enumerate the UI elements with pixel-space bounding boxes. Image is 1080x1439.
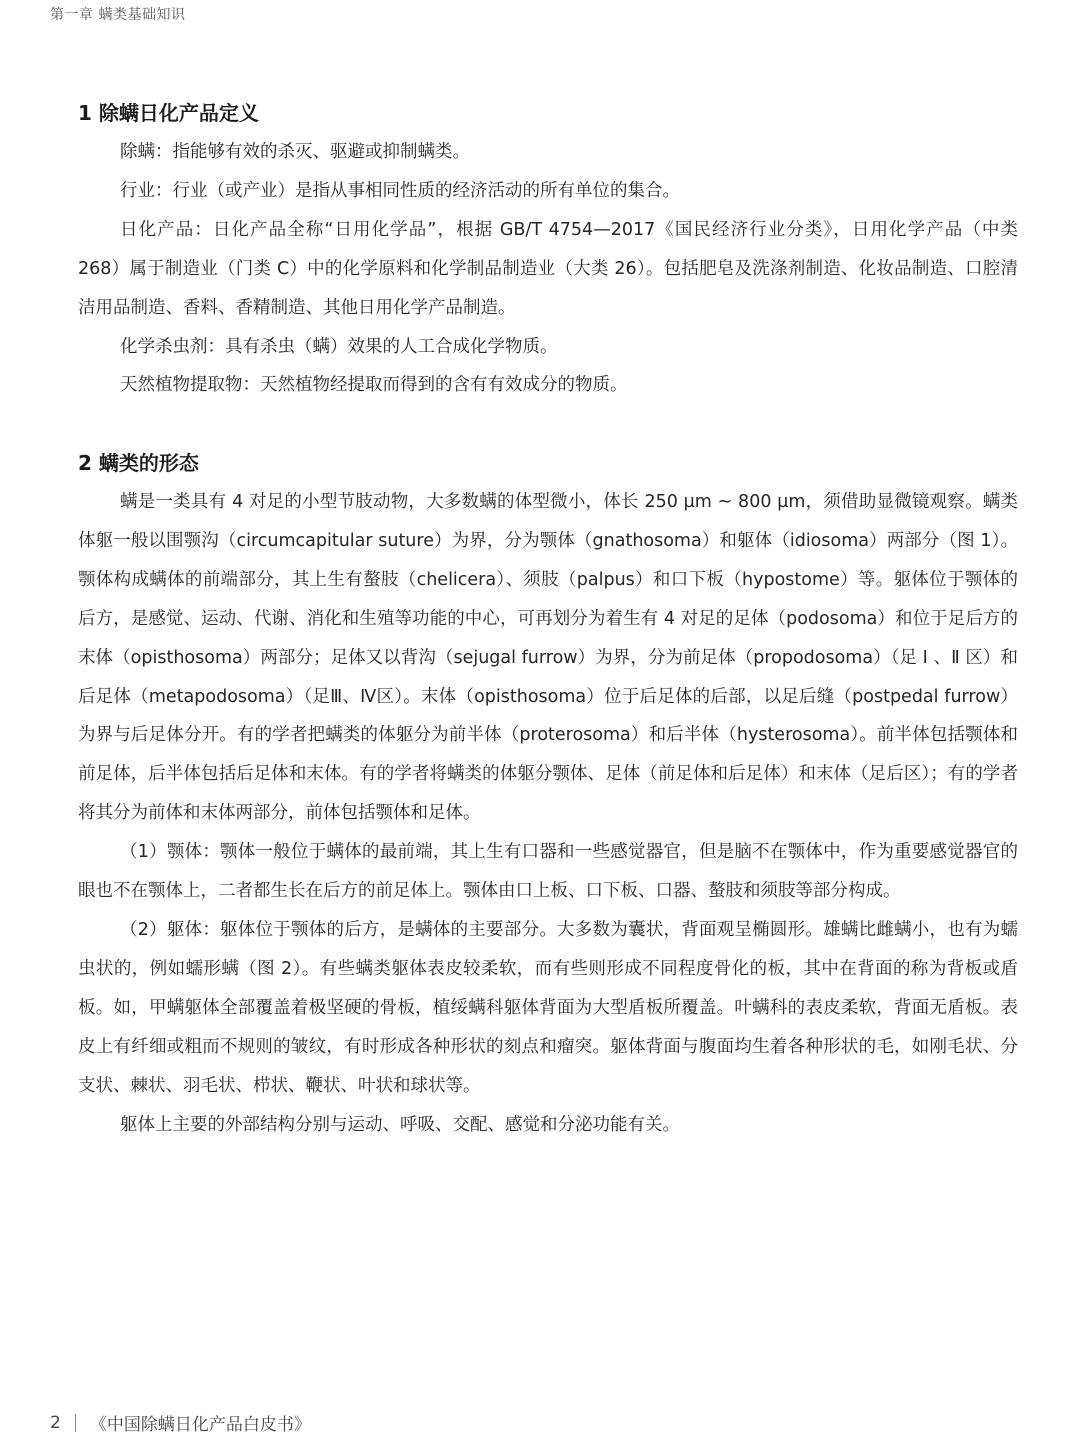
page-number: 2 xyxy=(50,1412,61,1433)
page-footer xyxy=(50,1410,311,1435)
paragraph: 行业：行业（或产业）是指从事相同性质的经济活动的所有单位的集合。 xyxy=(120,180,680,201)
paragraph: 除螨：指能够有效的杀灭、驱避或抑制螨类。 xyxy=(120,142,470,162)
section-title: 1 除螨日化产品定义 xyxy=(78,101,259,125)
section-title: 2 螨类的形态 xyxy=(78,451,199,475)
paragraph: （2）躯体：躯体位于颚体的后方，是螨体的主要部分。大多数为囊状，背面观呈椭圆形。雄螨比雌螨小，也有为蠕虫状的，例如蠕形螨（图 2）。有些螨类躯体表皮较柔软，而有些则形成不同程度骨化的板，其中在背面的称为背板或盾板。如，甲螨躯体全部覆盖着极坚硬的骨板，植绥螨科躯体背面为大型盾板所覆盖。叶螨科的表皮柔软，背面无盾板。表皮上有纤细或粗而不规则的皱纹，有时形成各种形状的刻点和瘤突。躯体背面与腹面均生着各种形状的毛，如刚毛状、分支状、棘状、羽毛状、栉状、鞭状、叶状和球状等。 xyxy=(78,919,1018,1096)
paragraph: 躯体上主要的外部结构分别与运动、呼吸、交配、感觉和分泌功能有关。 xyxy=(120,1114,680,1135)
paragraph: 化学杀虫剂：具有杀虫（螨）效果的人工合成化学物质。 xyxy=(120,336,558,357)
book-title: 《中国除螨日化产品白皮书》 xyxy=(89,1415,311,1435)
section-morphology xyxy=(78,447,1018,1144)
section-definitions xyxy=(78,97,1018,405)
paragraph: 日化产品：日化产品全称“日用化学品”，根据 GB/T 4754—2017《国民经济行业分类》，日用化学产品（中类 268）属于制造业（门类 C）中的化学原料和化学制品制造业（大类 26）。包括肥皂及洗涤剂制造、化妆品制造、口腔清洁用品制造、香料、香精制造、其他日用化学产品制造。 xyxy=(78,219,1018,318)
footer-divider xyxy=(75,1414,76,1432)
paragraph: （1）颚体：颚体一般位于螨体的最前端，其上生有口器和一些感觉器官，但是脑不在颚体中，作为重要感觉器官的眼也不在颚体上，二者都生长在后方的前足体上。颚体由口上板、口下板、口器、螯肢和须肢等部分构成。 xyxy=(78,842,1018,902)
paragraph: 螨是一类具有 4 对足的小型节肢动物，大多数螨的体型微小，体长 250 µm ~ 800 µm，须借助显微镜观察。螨类体躯一般以围颚沟（circumcapitular suture）为界，分为颚体（gnathosoma）和躯体（idiosoma）两部分（图 1）。颚体构成螨体的前端部分，其上生有螯肢（chelicera）、须肢（palpus）和口下板（hypostome）等。躯体位于颚体的后方，是感觉、运动、代谢、消化和生殖等功能的中心，可再划分为着生有 4 对足的足体（podosoma）和位于足后方的末体（opisthosoma）两部分；足体又以背沟（sejugal furrow）为界，分为前足体（propodosoma）（足 Ⅰ 、Ⅱ 区）和后足体（metapodosoma）（足Ⅲ、Ⅳ区）。末体（opisthosoma）位于后足体的后部，以足后缝（postpedal furrow）为界与后足体分开。有的学者把螨类的体躯分为前半体（proterosoma）和后半体（hysterosoma）。前半体包括颚体和前足体，后半体包括后足体和末体。有的学者将螨类的体躯分颚体、足体（前足体和后足体）和末体（足后区）；有的学者将其分为前体和末体两部分，前体包括颚体和足体。 xyxy=(78,492,1018,824)
paragraph: 天然植物提取物：天然植物经提取而得到的含有有效成分的物质。 xyxy=(120,375,628,396)
running-header: 第一章 螨类基础知识 xyxy=(50,7,186,23)
